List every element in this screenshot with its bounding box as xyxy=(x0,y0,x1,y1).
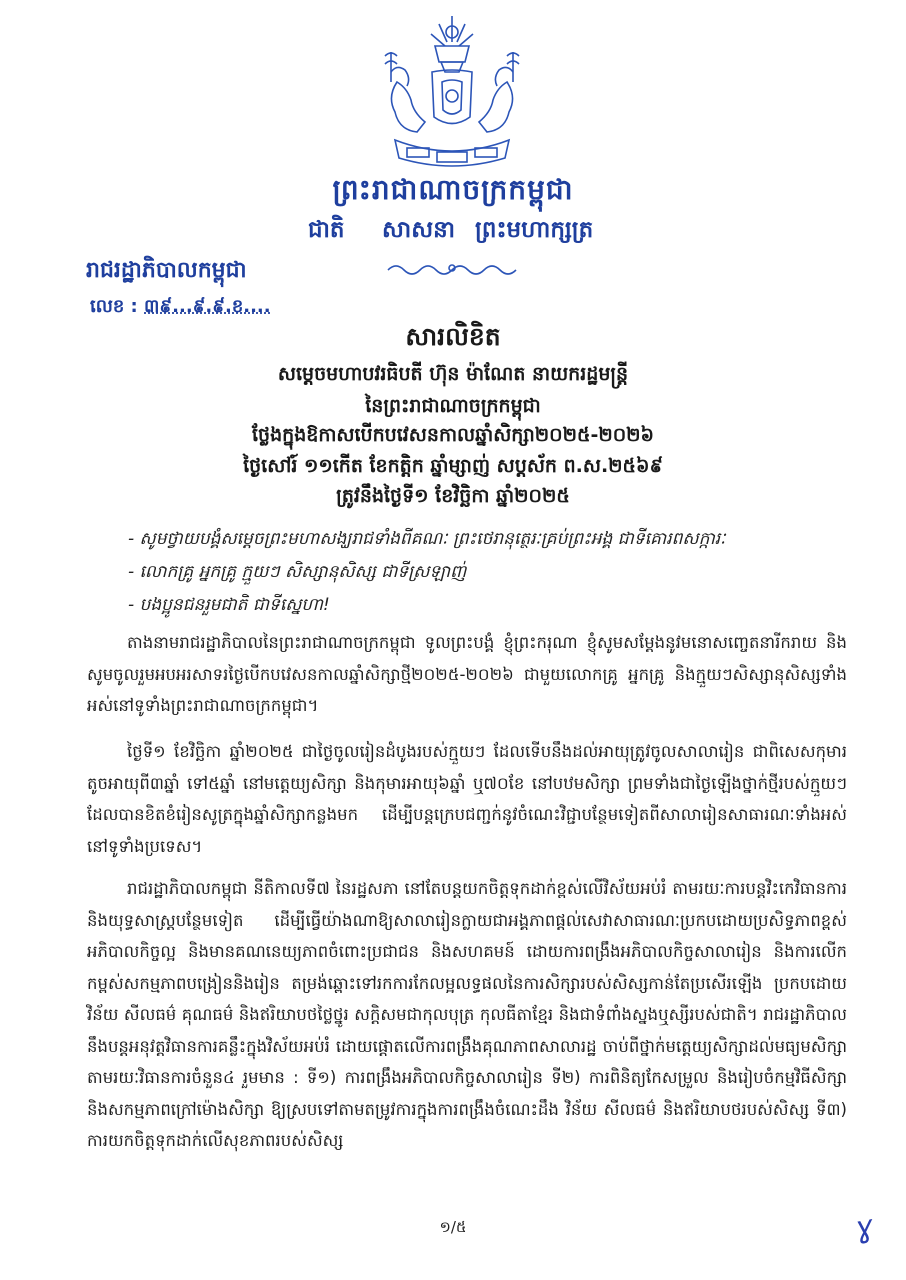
title-line-1: សម្តេចមហាបវរធិបតី ហ៊ុន ម៉ាណែត នាយករដ្ឋមន្ត្រី xyxy=(277,363,629,385)
reference-number: ៣៩...៩.៩.ខ.... xyxy=(144,296,271,317)
motto-nation: ជាតិ xyxy=(308,217,345,243)
body-paragraph: ថ្ងៃទី១ ខែវិច្ឆិកា ឆ្នាំ២០២៥ ជាថ្ងៃចូលរៀនដំបូងរបស់ក្មួយៗ ដែលទើបនឹងដល់អាយុត្រូវចូលសាលារៀន ជាពិសេសកុមារតូចអាយុពី៣ឆ្នាំ ទៅ៥ឆ្នាំ នៅមត្តេយ្យសិក្សា និងកុមារអាយុ៦ឆ្នាំ ឬ៧០ខែ នៅបឋមសិក្សា ព្រមទាំងជាថ្ងៃឡើងថ្នាក់ថ្មីរបស់ក្មួយៗ ដែលបានខិតខំរៀនសូត្រក្នុងឆ្នាំសិក្សាកន្លងមក ដើម្បីបន្តក្រេបជញ្ជក់នូវចំណេះវិជ្ជាបន្ថែមទៀតពីសាលារៀនសាធារណៈទាំងអស់នៅទូទាំងប្រទេស។ xyxy=(87,742,847,856)
government-name: រាជរដ្ឋាភិបាលកម្ពុជា xyxy=(86,258,247,283)
motto-king: ព្រះមហាក្សត្រ xyxy=(475,217,594,243)
ornament-divider-icon xyxy=(384,260,520,278)
reference-number-row xyxy=(90,294,271,321)
title-line-5: ត្រូវនឹងថ្ងៃទី១ ខែវិច្ឆិកា ឆ្នាំ២០២៥ xyxy=(336,485,570,507)
kingdom-heading: ព្រះរាជាណាចក្រកម្ពុជា xyxy=(332,173,574,206)
body-paragraph: រាជរដ្ឋាភិបាលកម្ពុជា នីតិកាលទី៧ នៃរដ្ឋសភា នៅតែបន្តយកចិត្តទុកដាក់ខ្ពស់លើវិស័យអប់រំ តាមរយៈការបន្តវិះកេវិធានការ និងយុទ្ធសាស្ត្របន្ថែមទៀត ដើម្បីធ្វើយ៉ាងណាឱ្យសាលារៀនក្លាយជាអង្គភាពផ្តល់សេវាសាធារណៈប្រកបដោយប្រសិទ្ធភាពខ្ពស់ អភិបាលកិច្ចល្អ និងមានគណនេយ្យភាពចំពោះប្រជាជន និងសហគមន៍ ដោយការពង្រឹងអភិបាលកិច្ចសាលារៀន និងការលើកកម្ពស់សកម្មភាពបង្រៀននិងរៀន តម្រង់ឆ្ពោះទៅរកការកែលម្អលទ្ធផលនៃការសិក្សារបស់សិស្សកាន់តែប្រសើរឡើង ប្រកបដោយវិន័យ សីលធម៌ គុណធម៌ និងឥរិយាបថថ្លៃថ្នូរ សក្តិសមជាកុលបុត្រ កុលធីតាខ្មែរ និងជាទំពាំងស្នងឬស្សីរបស់ជាតិ។ រាជរដ្ឋាភិបាលនឹងបន្តអនុវត្តវិធានការគន្លឹះក្នុងវិស័យអប់រំ ដោយផ្តោតលើការពង្រឹងគុណភាពសាលារដ្ឋ ចាប់ពីថ្នាក់មត្តេយ្យសិក្សាដល់មធ្យមសិក្សា តាមរយៈវិធានការចំនួន៤ រួមមាន : ទី១) ការពង្រឹងអភិបាលកិច្ចសាលារៀន ទី២) ការពិនិត្យកែសម្រួល និងរៀបចំកម្មវិធីសិក្សា និងសកម្មភាពក្រៅម៉ោងសិក្សា ឱ្យស្របទៅតាមតម្រូវការក្នុងការពង្រឹងចំណេះដឹង វិន័យ សីលធម៌ និងឥរិយាបថរបស់សិស្ស ទី៣) ការយកចិត្តទុកដាក់លើសុខភាពរបស់សិស្ស xyxy=(87,879,847,1150)
document-title: សារលិខិត xyxy=(405,322,501,351)
title-line-3: ថ្លែងក្នុងឱកាសបើកបវេសនកាលឆ្នាំសិក្សា២០២៥-២០២៦ xyxy=(252,424,654,446)
greeting-line: - បងប្អូនជនរួមជាតិ ជាទីស្នេហា! xyxy=(128,595,330,615)
page-number: ១/៥ xyxy=(439,1218,467,1236)
royal-emblem-icon xyxy=(377,12,527,174)
title-line-4: ថ្ងៃសៅរ៍ ១១កើត ខែកត្តិក ឆ្នាំម្សាញ់ សប្តស័ក ព.ស.២៥៦៩ xyxy=(243,455,663,477)
body-paragraph: តាងនាមរាជរដ្ឋាភិបាលនៃព្រះរាជាណាចក្រកម្ពុជា ទូលព្រះបង្គំ ខ្ញុំព្រះករុណា ខ្ញុំសូមសម្តែងនូវមនោសញ្ចេតនារីករាយ និងសូមចូលរួមអបអរសាទរថ្ងៃបើកបវេសនកាលឆ្នាំសិក្សាថ្មី២០២៥-២០២៦ ជាមួយលោកគ្រូ អ្នកគ្រូ និងក្មួយៗសិស្សានុសិស្សទាំងអស់នៅទូទាំងព្រះរាជាណាចក្រកម្ពុជា។ xyxy=(87,633,847,715)
greeting-line: - សូមថ្វាយបង្គំសម្តេចព្រះមហាសង្ឃរាជទាំងពីគណៈ ព្រះថេរានុត្ថេរៈគ្រប់ព្រះអង្គ ជាទីគោរពសក្ការៈ xyxy=(128,529,726,549)
reference-label: លេខ : xyxy=(90,296,138,317)
greeting-line: - លោកគ្រូ អ្នកគ្រូ ក្មួយៗ សិស្សានុសិស្ស ជាទីស្រឡាញ់ xyxy=(128,562,467,582)
title-line-2: នៃព្រះរាជាណាចក្រកម្ពុជា xyxy=(365,395,541,417)
handwritten-initial: ɣ xyxy=(852,1208,876,1247)
motto-religion: សាសនា xyxy=(382,217,455,243)
